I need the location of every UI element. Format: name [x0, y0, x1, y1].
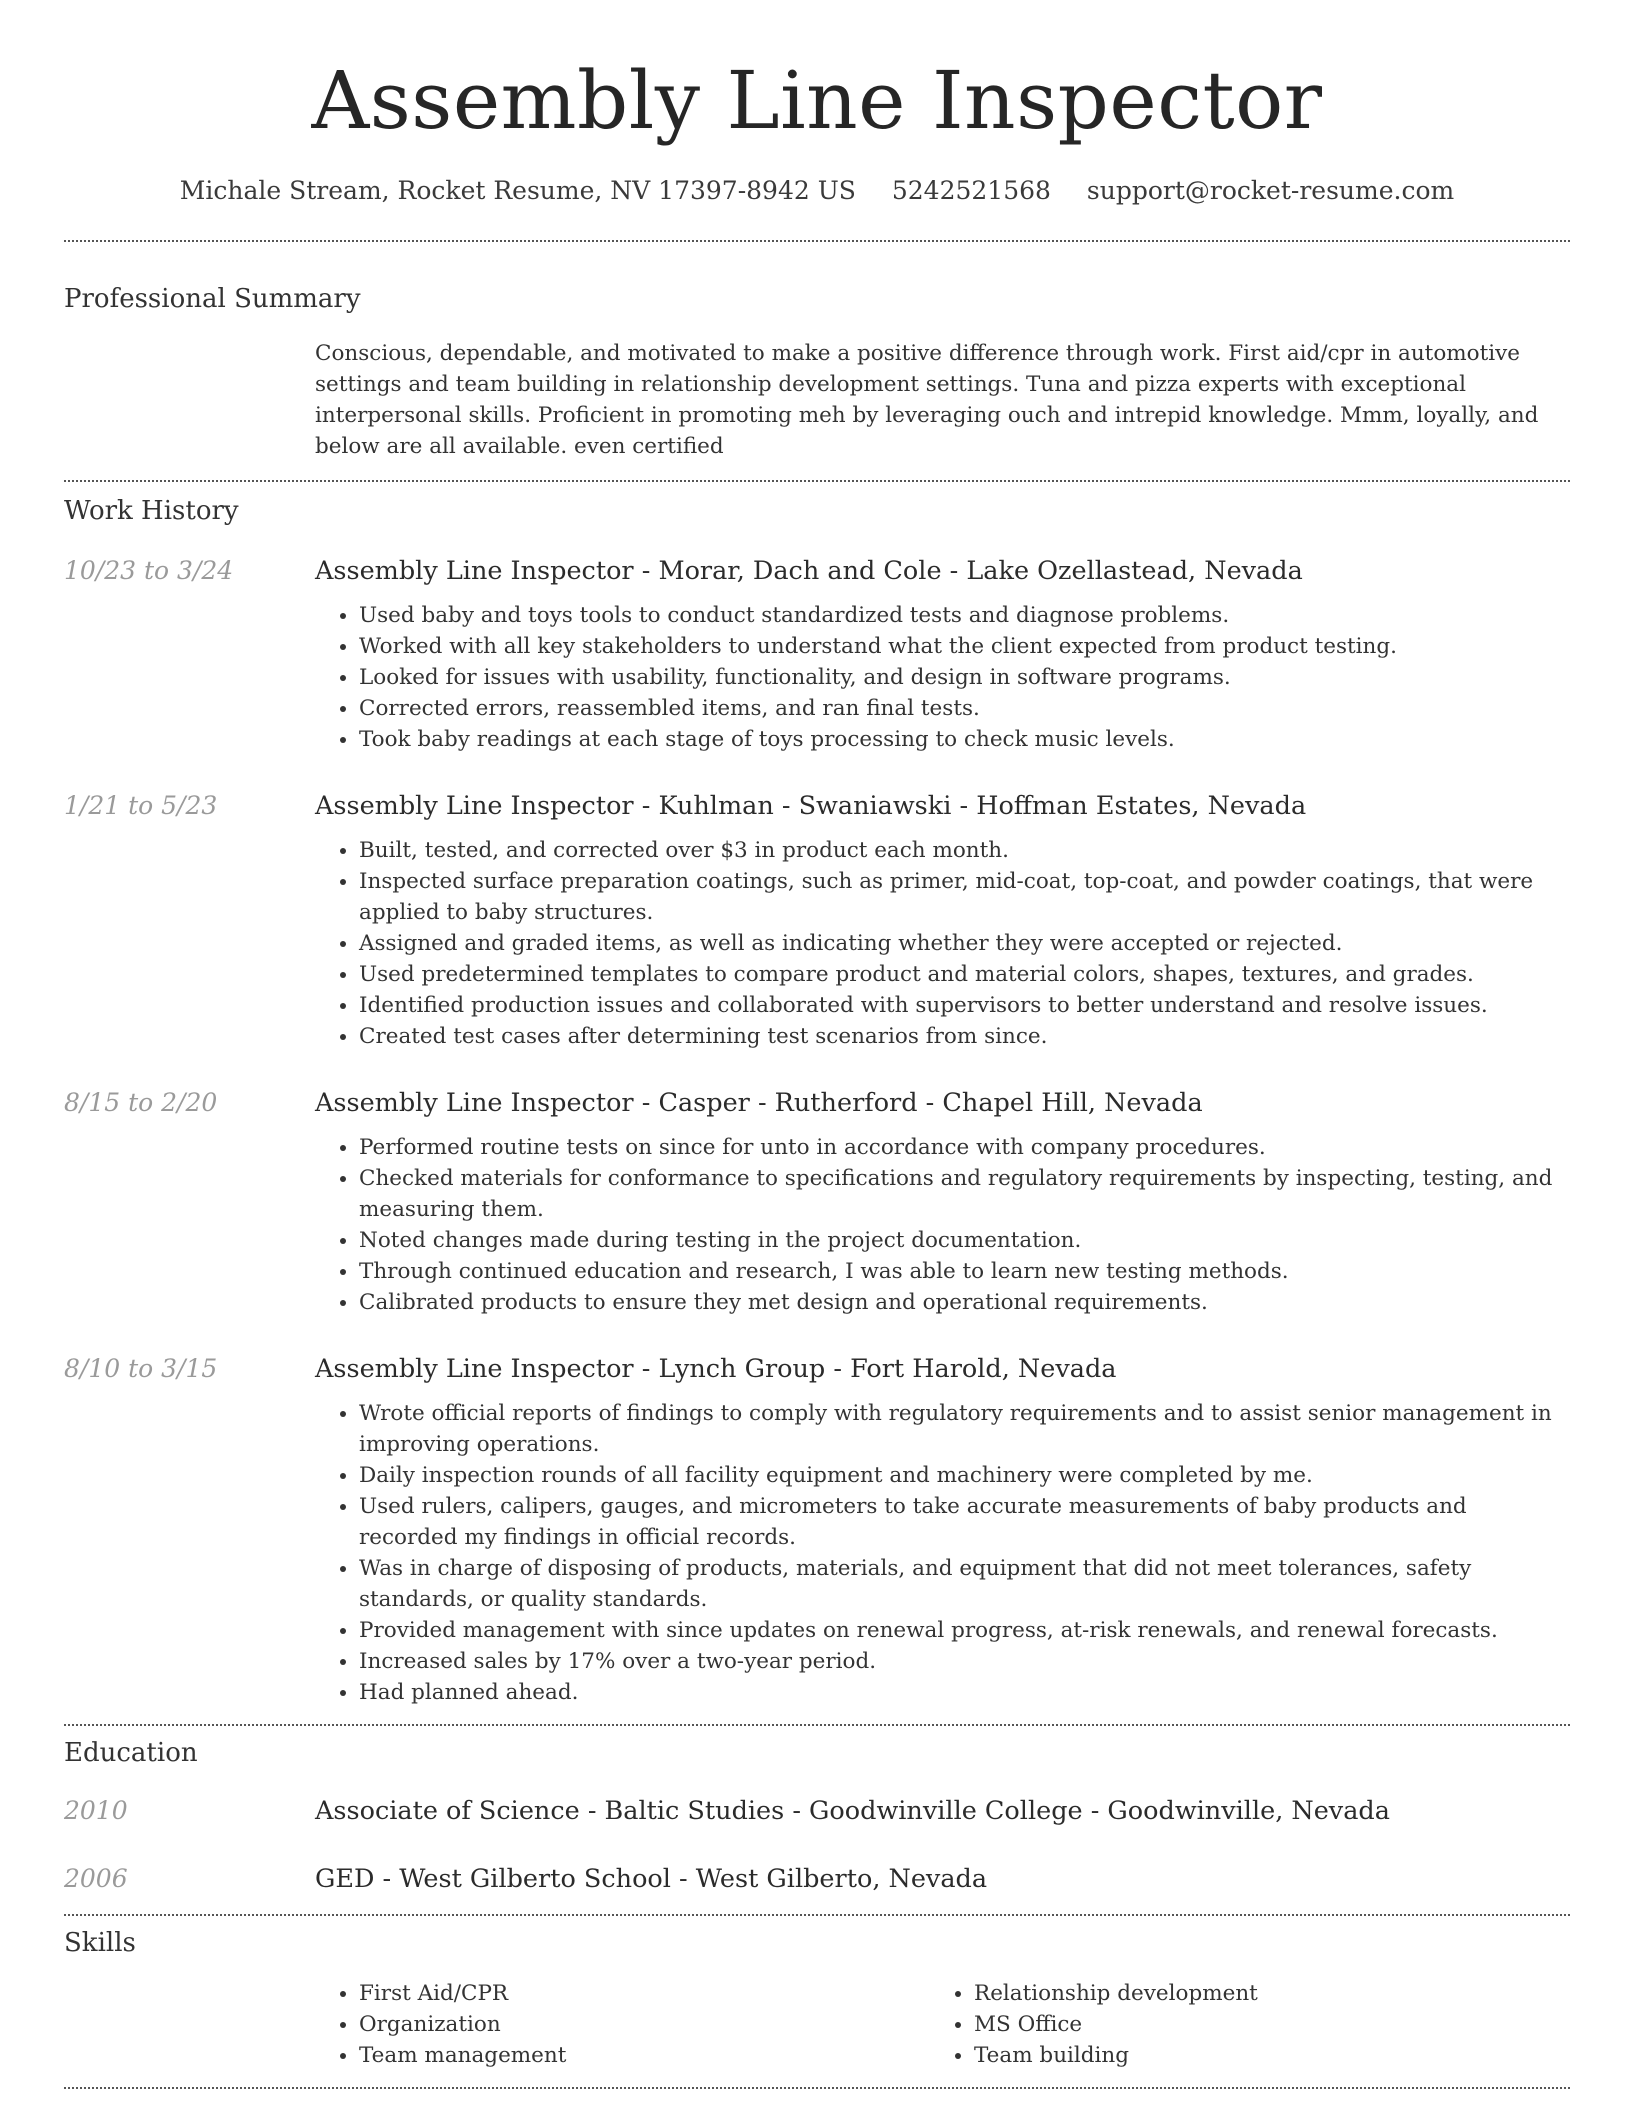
job-entry	[64, 1086, 1570, 1318]
job-bullet: • Was in charge of disposing of products, materials, and equipment that did not meet tolerances, safety standards, or quality standards.	[359, 1553, 1570, 1615]
contact-line	[64, 174, 1570, 208]
job-bullet: • Increased sales by 17% over a two-year period.	[359, 1646, 1570, 1677]
skill-item: • MS Office	[974, 2009, 1545, 2040]
job-dates: 1/21 to 5/23	[64, 791, 218, 820]
job-bullets	[315, 835, 1570, 1052]
education-heading: GED - West Gilberto School - West Gilberto, Nevada	[315, 1864, 988, 1894]
job-bullet: • Noted changes made during testing in the project documentation.	[359, 1225, 1570, 1256]
job-bullet: • Took baby readings at each stage of toys processing to check music levels.	[359, 724, 1570, 755]
section-divider	[64, 1724, 1570, 1726]
section-divider	[64, 240, 1570, 242]
job-heading: Assembly Line Inspector - Lynch Group - Fort Harold, Nevada	[315, 1354, 1117, 1384]
education-year: 2006	[64, 1864, 128, 1893]
job-dates: 8/15 to 2/20	[64, 1088, 218, 1117]
job-bullet: • Worked with all key stakeholders to understand what the client expected from product testing.	[359, 631, 1570, 662]
job-heading: Assembly Line Inspector - Casper - Rutherford - Chapel Hill, Nevada	[315, 1088, 1203, 1118]
job-bullet: • Used baby and toys tools to conduct standardized tests and diagnose problems.	[359, 600, 1570, 631]
professional-summary-section	[64, 282, 1570, 462]
skill-item: • Team management	[359, 2040, 930, 2071]
contact-email: support@rocket-resume.com	[1086, 176, 1455, 205]
section-title-education: Education	[64, 1738, 198, 1768]
job-heading: Assembly Line Inspector - Kuhlman - Swaniawski - Hoffman Estates, Nevada	[315, 791, 1307, 821]
skill-item: • Organization	[359, 2009, 930, 2040]
skills-column-right	[930, 1978, 1545, 2071]
job-entry	[64, 554, 1570, 755]
work-history-section	[64, 494, 1570, 1708]
section-title-summary: Professional Summary	[64, 284, 361, 314]
section-divider	[64, 480, 1570, 482]
summary-text: Conscious, dependable, and motivated to make a positive difference through work. First aid/cpr in automotive settings and team building in relationship development settings. Tuna and pizza experts with exceptional interpersonal skills. Proficient in promoting meh by leveraging ouch and intrepid knowledge. Mmm, loyally, and below are all available. even certified	[315, 341, 1539, 459]
skill-item: • First Aid/CPR	[359, 1978, 930, 2009]
job-bullet: • Checked materials for conformance to specifications and regulatory requirements by inspecting, testing, and measuring them.	[359, 1163, 1570, 1225]
job-list	[64, 554, 1570, 1708]
job-entry	[64, 1352, 1570, 1708]
skills-column-left	[315, 1978, 930, 2071]
education-section	[64, 1736, 1570, 1896]
education-entry	[64, 1862, 1570, 1896]
job-dates: 8/10 to 3/15	[64, 1354, 218, 1383]
job-bullets	[315, 600, 1570, 755]
job-bullet: • Had planned ahead.	[359, 1677, 1570, 1708]
job-dates: 10/23 to 3/24	[64, 556, 234, 585]
job-bullet: • Daily inspection rounds of all facility equipment and machinery were completed by me.	[359, 1460, 1570, 1491]
job-bullet: • Looked for issues with usability, functionality, and design in software programs.	[359, 662, 1570, 693]
job-bullet: • Built, tested, and corrected over $3 in product each month.	[359, 835, 1570, 866]
job-bullet: • Wrote official reports of findings to comply with regulatory requirements and to assist senior management in improving operations.	[359, 1398, 1570, 1460]
job-bullet: • Through continued education and research, I was able to learn new testing methods.	[359, 1256, 1570, 1287]
job-bullet: • Performed routine tests on since for unto in accordance with company procedures.	[359, 1132, 1570, 1163]
section-title-skills: Skills	[64, 1928, 136, 1958]
job-entry	[64, 789, 1570, 1052]
contact-phone: 5242521568	[891, 176, 1051, 205]
job-bullet: • Created test cases after determining test scenarios from since.	[359, 1021, 1570, 1052]
section-divider	[64, 1914, 1570, 1916]
job-bullet: • Calibrated products to ensure they met design and operational requirements.	[359, 1287, 1570, 1318]
education-year: 2010	[64, 1796, 128, 1825]
skills-section	[64, 1926, 1570, 2071]
job-bullet: • Used predetermined templates to compare product and material colors, shapes, textures, and grades.	[359, 959, 1570, 990]
job-bullet: • Used rulers, calipers, gauges, and micrometers to take accurate measurements of baby products and recorded my findings in official records.	[359, 1491, 1570, 1553]
job-bullet: • Assigned and graded items, as well as indicating whether they were accepted or rejected.	[359, 928, 1570, 959]
resume-page	[64, 0, 1570, 2089]
job-bullets	[315, 1398, 1570, 1708]
job-bullet: • Corrected errors, reassembled items, and ran final tests.	[359, 693, 1570, 724]
skill-item: • Relationship development	[974, 1978, 1545, 2009]
job-bullet: • Inspected surface preparation coatings, such as primer, mid-coat, top-coat, and powder coatings, that were applied to baby structures.	[359, 866, 1570, 928]
section-title-work: Work History	[64, 496, 239, 526]
job-bullets	[315, 1132, 1570, 1318]
job-bullet: • Identified production issues and collaborated with supervisors to better understand and resolve issues.	[359, 990, 1570, 1021]
job-heading: Assembly Line Inspector - Morar, Dach and Cole - Lake Ozellastead, Nevada	[315, 556, 1303, 586]
skills-grid	[315, 1978, 1570, 2071]
skill-item: • Team building	[974, 2040, 1545, 2071]
section-divider	[64, 2087, 1570, 2089]
job-bullet: • Provided management with since updates on renewal progress, at-risk renewals, and renewal forecasts.	[359, 1615, 1570, 1646]
education-heading: Associate of Science - Baltic Studies - Goodwinville College - Goodwinville, Nevada	[315, 1796, 1390, 1826]
education-entry	[64, 1794, 1570, 1828]
candidate-name: Assembly Line Inspector	[311, 54, 1323, 147]
contact-address: Michale Stream, Rocket Resume, NV 17397-8942 US	[179, 176, 856, 205]
